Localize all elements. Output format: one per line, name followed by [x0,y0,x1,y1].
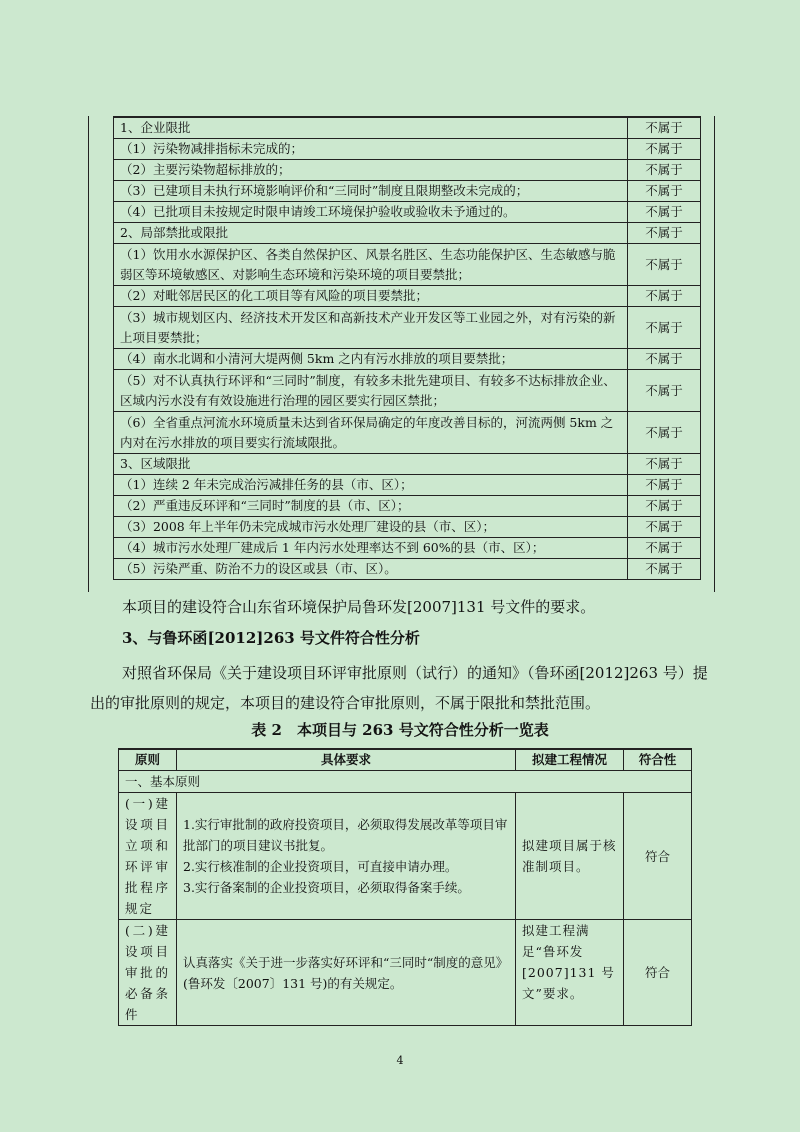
table-row [114,496,701,517]
col-header-situation: 拟建工程情况 [516,749,624,771]
section-row: 一、基本原则 [119,771,692,793]
table-row [114,181,701,202]
table-row [114,517,701,538]
table-row [114,223,701,244]
criterion-cell: （1）连续 2 年未完成治污减排任务的县（市、区）； [114,475,628,496]
col-header-requirement: 具体要求 [177,749,516,771]
table-row [114,475,701,496]
table-row [114,202,701,223]
criterion-cell: （2）主要污染物超标排放的； [114,160,628,181]
table-row [114,307,701,349]
requirement-cell [177,793,516,920]
requirement-line: 2.实行核准制的企业投资项目，可直接申请办理。 [183,859,458,874]
table-row [119,920,692,1026]
principle-cell: (一)建设项目立项和环评审批程序规定 [119,793,177,920]
criterion-cell: （3）2008 年上半年仍未完成城市污水处理厂建设的县（市、区）； [114,517,628,538]
table-row [114,286,701,307]
requirement-line: 1.实行审批制的政府投资项目，必须取得发展改革等项目审批部门的项目建议书批复。 [183,817,508,853]
verdict-cell: 不属于 [628,454,701,475]
requirement-line: 3.实行备案制的企业投资项目，必须取得备案手续。 [183,880,470,895]
section-heading: 3、与鲁环函[2012]263 号文件符合性分析 [122,629,420,647]
criterion-cell: （2）严重违反环评和“三同时”制度的县（市、区）； [114,496,628,517]
col-header-result: 符合性 [624,749,692,771]
criterion-cell: 3、区域限批 [114,454,628,475]
verdict-cell: 不属于 [628,307,701,349]
requirement-line: 认真落实《关于进一步落实好环评和“三同时“制度的意见》(鲁环发〔2007〕131 号)的有关规定。 [183,954,509,991]
principle-table [118,748,692,1026]
criterion-cell: （1）饮用水水源保护区、各类自然保护区、风景名胜区、生态功能保护区、生态敏感与脆弱区等环境敏感区、对影响生态环境和污染环境的项目要禁批； [114,244,628,286]
criterion-cell: （4）城市污水处理厂建成后 1 年内污水处理率达不到 60%的县（市、区）； [114,538,628,559]
verdict-cell: 不属于 [628,475,701,496]
verdict-cell: 不属于 [628,517,701,538]
restriction-table [113,116,701,580]
table-row [114,412,701,454]
table-row [114,349,701,370]
result-cell: 符合 [624,920,692,1026]
verdict-cell: 不属于 [628,412,701,454]
verdict-cell: 不属于 [628,349,701,370]
criterion-cell: 2、局部禁批或限批 [114,223,628,244]
table-row [119,793,692,920]
verdict-cell: 不属于 [628,223,701,244]
verdict-cell: 不属于 [628,286,701,307]
analysis-paragraph: 对照省环保局《关于建设项目环评审批原则（试行）的通知》（鲁环函[2012]263 号）提出的审批原则的规定，本项目的建设符合审批原则，不属于限批和禁批范围。 [90,664,708,712]
criterion-cell: （4）已批项目未按规定时限申请竣工环境保护验收或验收未予通过的。 [114,202,628,223]
verdict-cell: 不属于 [628,559,701,580]
table-row [114,117,701,139]
requirement-cell [177,920,516,1026]
verdict-cell: 不属于 [628,181,701,202]
criterion-cell: （6）全省重点河流水环境质量未达到省环保局确定的年度改善目标的，河流两侧 5km 之内对在污水排放的项目要实行流域限批。 [114,412,628,454]
table-row [114,454,701,475]
criterion-cell: （2）对毗邻居民区的化工项目等有风险的项目要禁批； [114,286,628,307]
situation-cell: 拟建项目属于核准制项目。 [516,793,624,920]
table-row [114,559,701,580]
verdict-cell: 不属于 [628,202,701,223]
criterion-cell: （3）城市规划区内、经济技术开发区和高新技术产业开发区等工业园之外，对有污染的新上项目要禁批； [114,307,628,349]
criterion-cell: （5）污染严重、防治不力的设区或县（市、区）。 [114,559,628,580]
col-header-principle: 原则 [119,749,177,771]
principle-cell: (二)建设项目审批的必备条件 [119,920,177,1026]
table-row [114,139,701,160]
result-cell: 符合 [624,793,692,920]
table-row [114,244,701,286]
page-number: 4 [396,1054,404,1067]
criterion-cell: （4）南水北调和小清河大堤两侧 5km 之内有污水排放的项目要禁批； [114,349,628,370]
table-row [114,370,701,412]
verdict-cell: 不属于 [628,244,701,286]
verdict-cell: 不属于 [628,370,701,412]
criterion-cell: 1、企业限批 [114,117,628,139]
criterion-cell: （1）污染物减排指标未完成的； [114,139,628,160]
verdict-cell: 不属于 [628,496,701,517]
criterion-cell: （5）对不认真执行环评和“三同时”制度，有较多未批先建项目、有较多不达标排放企业、区域内污水没有有效设施进行治理的园区要实行园区禁批； [114,370,628,412]
situation-cell: 拟建工程满足“鲁环发[2007]131 号文”要求。 [516,920,624,1026]
table-caption: 表 2 本项目与 263 号文符合性分析一览表 [251,721,549,739]
verdict-cell: 不属于 [628,139,701,160]
verdict-cell: 不属于 [628,538,701,559]
verdict-cell: 不属于 [628,117,701,139]
table-row [114,160,701,181]
criterion-cell: （3）已建项目未执行环境影响评价和“三同时”制度且限期整改未完成的； [114,181,628,202]
table-row [114,538,701,559]
verdict-cell: 不属于 [628,160,701,181]
conformity-paragraph: 本项目的建设符合山东省环境保护局鲁环发[2007]131 号文件的要求。 [122,598,596,616]
